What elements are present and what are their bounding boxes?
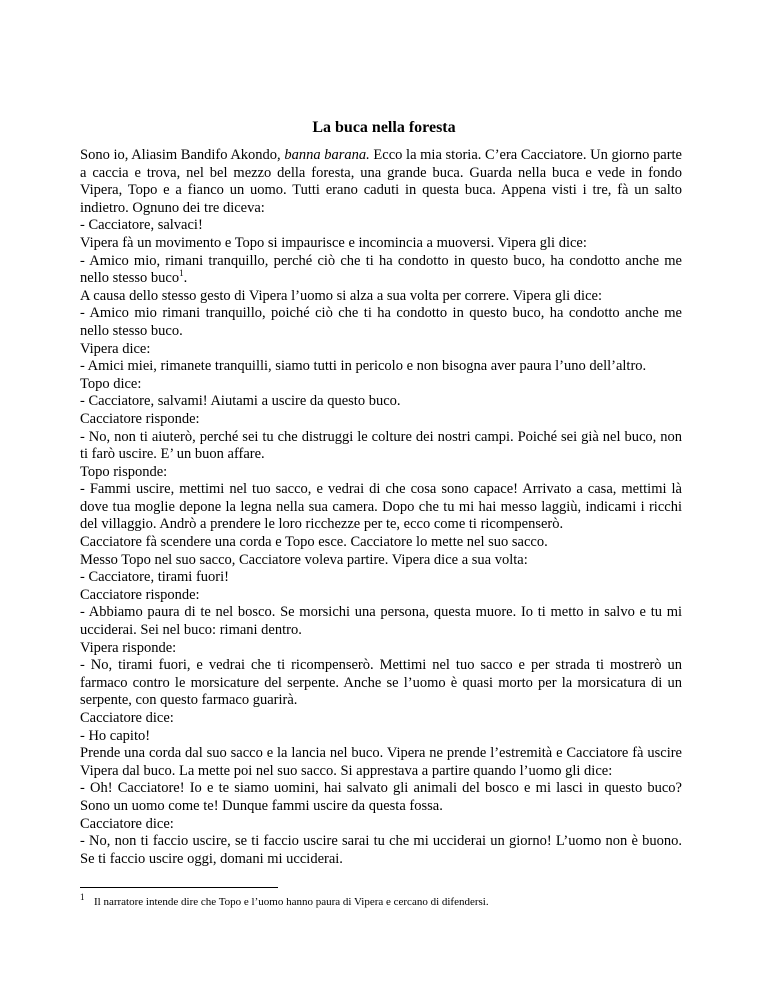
dialogue-line: - Cacciatore, salvaci! <box>80 217 203 234</box>
intro-text: Sono io, Aliasim Bandifo Akondo, <box>80 147 285 163</box>
dialogue-line: - No, non ti aiuterò, perché sei tu che distruggi le colture dei nostri campi. Poiché sei già nel buco, non ti farò uscire. E’ un buon affare. <box>80 428 682 463</box>
speaker-line: Cacciatore risponde: <box>80 410 200 427</box>
intro-italic-text: banna barana. <box>284 147 370 163</box>
dialogue-line: - Fammi uscire, mettimi nel tuo sacco, e vedrai di che cosa sono capace! Arrivato a casa, mettimi là dove tua moglie depone la legna nella sua camera. Dopo che tu mi hai messo laggiù, indicami i ricchi del villaggio. Andrò a prendere le loro ricchezze per te, ecco come ti ricompenserò. <box>80 481 682 533</box>
intro-text-continued: Ecco la mia storia. C’era Cacciatore. Un giorno parte a caccia e trova, nel bel mezzo della foresta, una grande buca. Guarda nella buca e vede in fondo Vipera, Topo e a fianco un uomo. Tutti erano caduti in questa buca. Appena visti i tre, fà un salto indietro. Ognuno dei tre diceva: <box>80 147 682 216</box>
dialogue-line: - Amico mio rimani tranquillo, poiché ciò che ti ha condotto in questo buco, ha condotto anche me nello stesso buco. <box>80 305 682 339</box>
speaker-line: Topo dice: <box>80 375 142 392</box>
narration-line: Messo Topo nel suo sacco, Cacciatore voleva partire. Vipera dice a sua volta: <box>80 551 528 568</box>
dialogue-line: - Abbiamo paura di te nel bosco. Se morsichi una persona, questa muore. Io ti metto in salvo e tu mi ucciderai. Sei nel buco: rimani dentro. <box>80 604 682 639</box>
speaker-line: Vipera risponde: <box>80 639 177 656</box>
dialogue-line: - Amici miei, rimanete tranquilli, siamo tutti in pericolo e non bisogna aver paura l’uno dell’altro. <box>80 358 647 375</box>
sentence-end: . <box>183 270 188 287</box>
dialogue-line: - Ho capito! <box>80 727 151 744</box>
footnote: 1 Il narratore intende dire che Topo e l’uomo hanno paura di Vipera e cercano di difendersi. <box>80 892 489 908</box>
footnote-reference[interactable]: 1 <box>179 268 184 279</box>
dialogue-line: - No, tirami fuori, e vedrai che ti ricompenserò. Mettimi nel tuo sacco e per strada ti mostrerò un farmaco contro le morsicature del serpente. Anche se l’uomo è quasi morto per la morsicatura di un serpente, con questo farmaco guarirà. <box>80 657 682 709</box>
narration-line: Prende una corda dal suo sacco e la lancia nel buco. Vipera ne prende l’estremità e Cacciatore fà uscire Vipera dal buco. La mette poi nel suo sacco. Si apprestava a partire quando l’uomo gli dice: <box>80 745 682 779</box>
speaker-line: Vipera dice: <box>80 340 151 357</box>
dialogue-line: - Cacciatore, tirami fuori! <box>80 569 229 586</box>
dialogue-line: - No, non ti faccio uscire, se ti faccio uscire sarai tu che mi ucciderai un giorno! L’uomo non è buono. Se ti faccio uscire oggi, domani mi ucciderai. <box>80 833 682 867</box>
dialogue-text: - Amico mio, rimani tranquillo, perché ciò che ti ha condotto in questo buco, ha condotto anche me nello stesso buco <box>80 252 682 287</box>
speaker-line: Cacciatore dice: <box>80 815 174 832</box>
dialogue-line-with-footnote <box>80 253 682 288</box>
speaker-line: Topo risponde: <box>80 463 168 480</box>
story-body <box>80 147 682 868</box>
narration-line: Vipera fà un movimento e Topo si impaurisce e incomincia a muoversi. Vipera gli dice: <box>80 234 587 251</box>
dialogue-line: - Oh! Cacciatore! Io e te siamo uomini, hai salvato gli animali del bosco e mi lasci in questo buco? Sono un uomo come te! Dunque fammi uscire da questa fossa. <box>80 780 682 814</box>
narration-line: Cacciatore fà scendere una corda e Topo esce. Cacciatore lo mette nel suo sacco. <box>80 534 548 551</box>
page-title: La buca nella foresta <box>312 119 456 136</box>
dialogue-line: - Cacciatore, salvami! Aiutami a uscire da questo buco. <box>80 393 401 410</box>
speaker-line: Cacciatore risponde: <box>80 586 200 603</box>
speaker-line: Cacciatore dice: <box>80 710 174 726</box>
narration-line: A causa dello stesso gesto di Vipera l’uomo si alza a sua volta per correre. Vipera gli dice: <box>80 287 602 304</box>
footnote-text: Il narratore intende dire che Topo e l’uomo hanno paura di Vipera e cercano di difendersi. <box>94 896 489 908</box>
footnote-divider <box>80 887 278 888</box>
paragraph-intro <box>80 147 682 217</box>
